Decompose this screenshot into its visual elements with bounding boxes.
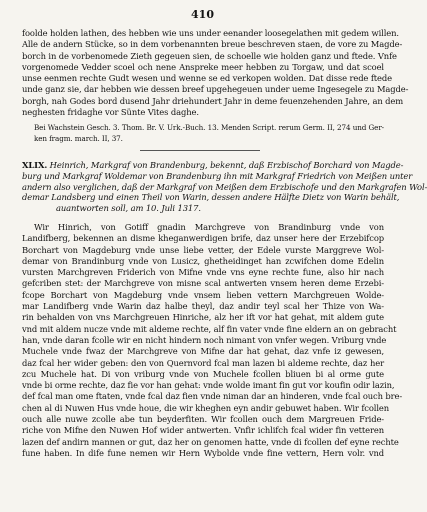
text-line: fcope Borchart von Magdeburg vnde vnsem lieben vettern Marchgreuen Wolde- bbox=[22, 289, 384, 300]
text-line: vorgenomede Vedder scoel och nene Anspreke meer hebben zu Torgaw, und dat scoel bbox=[22, 61, 384, 72]
charter-body bbox=[22, 222, 403, 459]
charter-text-top bbox=[22, 28, 409, 118]
text-line: daz fcal her wider geben: den von Quernvord fcal man lazen bi aldeme rechte, daz her bbox=[22, 357, 384, 368]
heading-line: auantworten soll, am 10. Juli 1317. bbox=[56, 203, 201, 214]
text-line: vnde bi orme rechte, daz fie vor han gehat: vnde wolde imant fin gut vor koufin odir lazin, bbox=[22, 380, 395, 391]
page-number: 410 bbox=[191, 8, 214, 21]
text-line: borgh, nah Godes bord dusend Jahr driehundert Jahr in deme feuenzehenden Jahre, an dem bbox=[22, 95, 404, 106]
text-line: han, vnde daran fcolle wir en nicht hindern noch nimant von vnfer wegen. Vriburg vnde bbox=[22, 334, 387, 345]
separator-rule bbox=[140, 150, 260, 151]
text-line: lazen def andirn mannen or gut, daz her on genomen hatte, vnde di fcollen def eyne rechte bbox=[22, 436, 399, 447]
text-line: Borchart von Magdeburg vnde unse liebe vetter, der Edele vurste Marggreve Wol- bbox=[22, 244, 384, 255]
document-heading bbox=[22, 160, 427, 214]
heading-line bbox=[22, 160, 404, 171]
text-line: unse eenmen rechte Gudt wesen und wenne se ed verkopen wolden. Dat disse rede ftede bbox=[22, 73, 392, 84]
text-line: demar von Brandinburg vnde von Lusicz, ghetheidinget han zcwifchen dome Edelin bbox=[22, 255, 384, 266]
footnote-line: Bei Wachstein Gesch. 3. Thom. Br. V. Urk.-Buch. 13. Menden Script. rerum Germ. II, 274 und Ger- bbox=[34, 123, 384, 132]
text-line: Muchele vnde fwaz der Marchgreve von Mifne dar hat gehat, daz vnfe iz gewesen, bbox=[22, 346, 384, 357]
section-number: XLIX. bbox=[22, 160, 48, 170]
heading-text: Heinrich, Markgraf von Brandenburg, bekennt, daß Erzbischof Borchard von Magde- bbox=[49, 160, 404, 170]
text-line: chen al di Nuwen Hus vnde houe, die wir kheghen eyn andir gebuwet haben. Wir fcollen bbox=[22, 402, 390, 413]
text-line: def fcal man ome ftaten, vnde fcal daz fien vnde niman dar an hinderen, vnde fcal ouch bre- bbox=[22, 391, 403, 402]
text-line: vursten Marchgreven Friderich von Mifne vnde vns eyne rechte fune, also hir nach bbox=[22, 267, 384, 278]
heading-line: demar Landsberg und einen Theil von Warin, dessen andere Hälfte Dietz von Warin behält, bbox=[22, 192, 400, 203]
text-line: rin behalden von vns Marchgreuen Hinriche, alz her ift vor hat gehat, mit aldem gute bbox=[22, 312, 384, 323]
text-line: vnd mit aldem nucze vnde mit aldeme rechte, alf fin vater vnde fine eldern an on gebracht bbox=[22, 323, 397, 334]
text-line: riche von Mifne den Nuwen Hof wider antwerten. Vnfir ichlifch fcal wider fin vetteren bbox=[22, 425, 384, 436]
heading-line: andern also verglichen, daß der Markgraf von Meißen dem Erzbischofe und den Markgrafen Wol- bbox=[22, 181, 427, 192]
text-line: Alle de andern Stücke, so in dem vorbenannten breue beschreven staen, de vore zu Magde- bbox=[22, 39, 403, 50]
text-line: Wir Hinrich, von Gotiff gnadin Marchgreve von Brandinburg vnde von bbox=[34, 222, 384, 232]
footnote-line: ken fragm. march. II, 37. bbox=[34, 134, 123, 144]
text-line: Landifberg, bekennen an disme kheganwerdigen brife, daz unser here der Erzebifcop bbox=[22, 233, 384, 244]
text-line: gefcriben stet: der Marchgreve von misne scal antwerten vnsem heren deme Erzebi- bbox=[22, 278, 384, 289]
text-line: ouch alle nuwe zcolle abe tun beyderfiten. Wir fcollen ouch dem Margreuen Fride- bbox=[22, 414, 384, 425]
text-line: fune haben. In dife fune nemen wir Hern Wybolde vnde fine vettern, Hern volr. vnd bbox=[22, 447, 384, 458]
text-line: neghesten fridaghe vor Sünte Vites daghe. bbox=[22, 107, 199, 118]
footnote bbox=[22, 122, 384, 145]
text-line: zcu Muchele hat. Di von vriburg vnde von Muchele fcollen bliuen bi al orme gute bbox=[22, 368, 384, 379]
text-line: foolde holden lathen, des hebben wie uns under eenander loosegelathen mit gedem willen. bbox=[22, 28, 399, 38]
text-line: unde ganz sie, dar hebben wie dessen breef upgehegeuen under ueme Ingesegele zu Magde- bbox=[22, 84, 409, 95]
text-line: borch in de vorbenomede Zieth gegeuen sien, de schoelle wie holden ganz und ftede. Vnfe bbox=[22, 50, 397, 61]
text-line: mar Landifberg vnde Warin daz halbe theyl, daz andir teyl scal her Thize von Wa- bbox=[22, 301, 384, 312]
heading-line: burg und Markgraf Woldemar von Brandenburg ihn mit Markgraf Friedrich von Meißen unter bbox=[22, 170, 413, 181]
